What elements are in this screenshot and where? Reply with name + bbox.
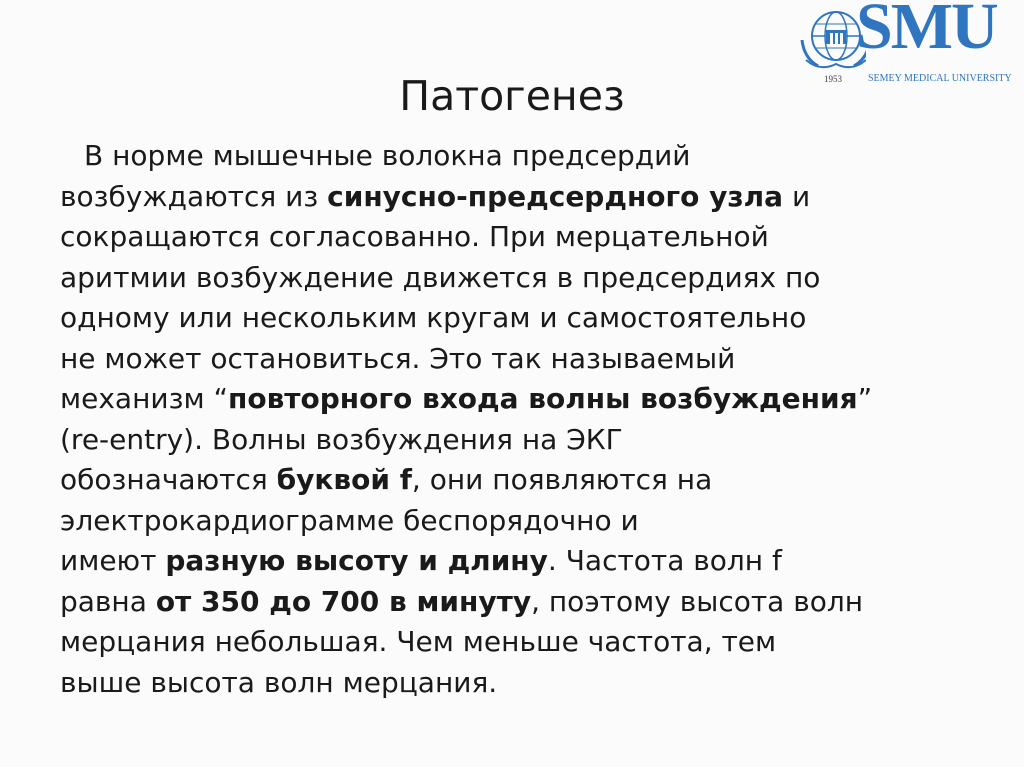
text-line (60, 339, 1010, 380)
text: (re-entry). Волны возбуждения на ЭКГ (60, 422, 623, 456)
text: и (783, 179, 811, 213)
text: , поэтому высота волн (531, 584, 864, 618)
logo-subtitle: SEMEY MEDICAL UNIVERSITY (868, 73, 1012, 84)
text-line (60, 379, 1010, 420)
text-line (60, 258, 1010, 299)
text: сокращаются согласованно. При мерцательной (60, 220, 769, 253)
text: обозначаются (60, 463, 277, 496)
text: равна (60, 584, 156, 618)
text: выше высота волн мерцания. (60, 665, 498, 699)
text: механизм “ (60, 382, 228, 415)
text-line (60, 420, 1010, 461)
text-line (60, 622, 1010, 663)
text: , они появляются на (411, 463, 713, 496)
text-line (60, 582, 1010, 623)
text: имеют (60, 544, 166, 577)
text: электрокардиограмме беспорядочно и (60, 503, 639, 537)
bold-term: буквой f (276, 463, 412, 496)
bold-term: синусно-предсердного узла (327, 179, 784, 213)
text: ” (857, 382, 873, 415)
text-line (60, 541, 1010, 582)
text-line (60, 136, 1010, 177)
text: мерцания небольшая. Чем меньше частота, тем (60, 625, 777, 658)
text-line (60, 217, 1010, 258)
text: возбуждаются из (60, 179, 328, 213)
text-line (60, 460, 1010, 501)
text: аритмии возбуждение движется в предсердиях по (60, 260, 821, 294)
text-line (60, 177, 1010, 218)
body-paragraph (60, 136, 1010, 703)
text: одному или нескольким кругам и самостоятельно (60, 301, 807, 334)
slide-title: Патогенез (399, 72, 625, 120)
bold-term: разную высоту и длину (165, 544, 548, 577)
bold-term: от 350 до 700 в минуту (155, 584, 532, 618)
text-line (60, 501, 1010, 542)
text-line (60, 663, 1010, 704)
text-line (60, 298, 1010, 339)
text: не может остановиться. Это так называемый (60, 341, 736, 375)
text: В норме мышечные волокна предсердий (84, 139, 691, 172)
text: . Частота волн f (547, 544, 782, 577)
bold-term: повторного входа волны возбуждения (228, 382, 858, 415)
logo-mark: SMU (856, 0, 997, 63)
logo-year: 1953 (824, 74, 842, 84)
